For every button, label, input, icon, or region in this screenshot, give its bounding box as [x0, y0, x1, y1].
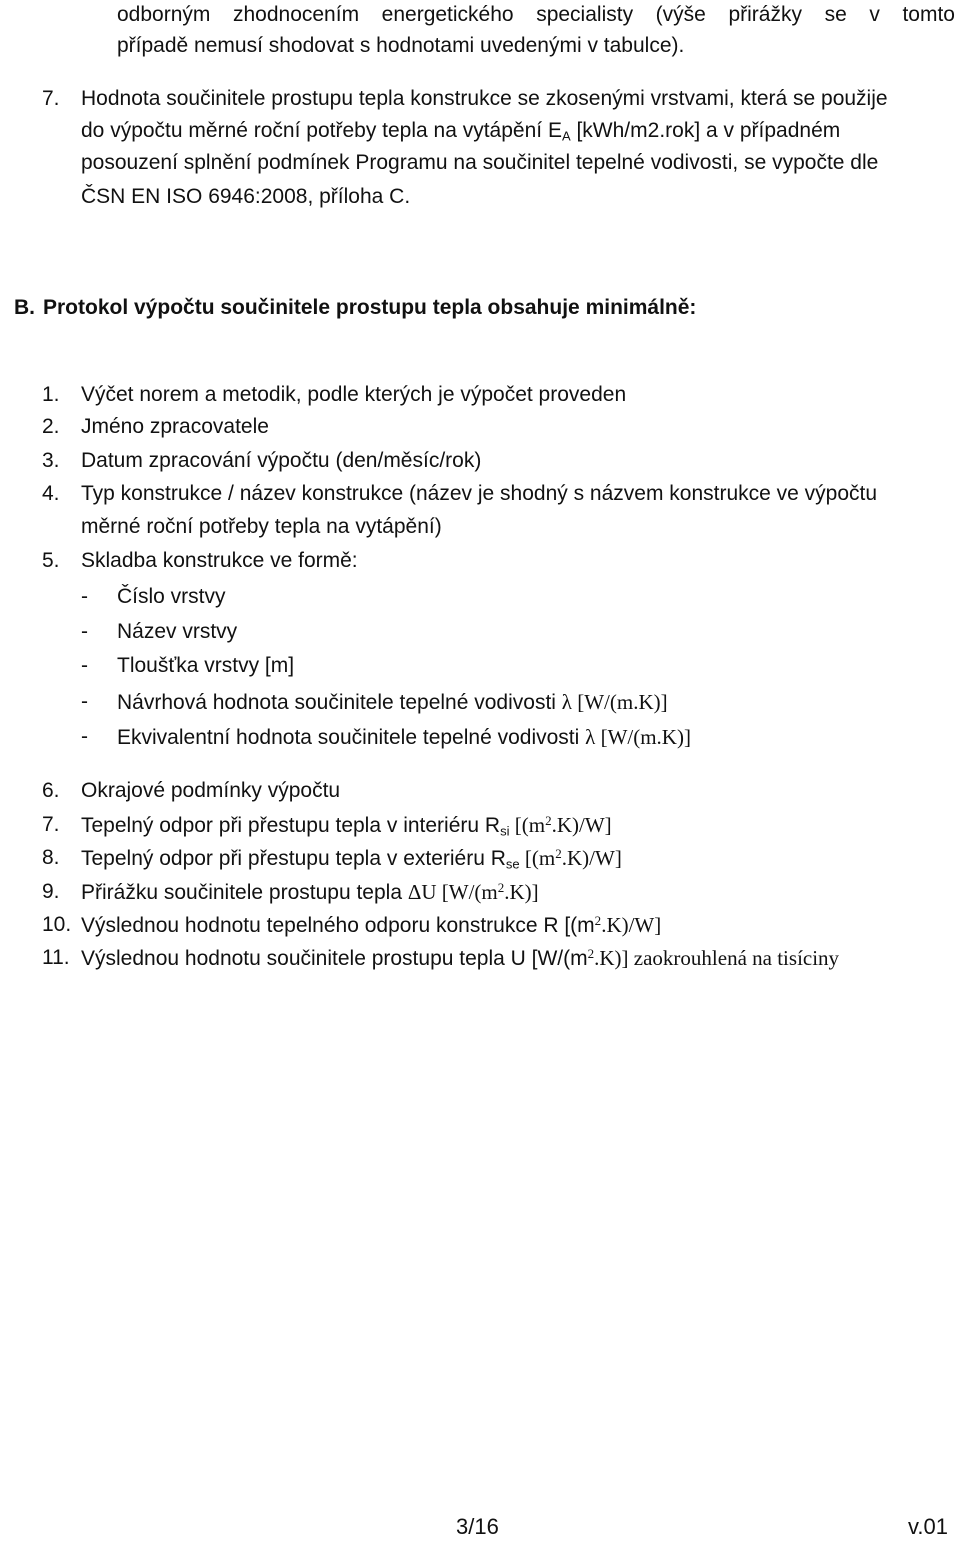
sublist-item-4: Návrhová hodnota součinitele tepelné vodivosti λ [W/(m.K)]	[117, 690, 668, 714]
dash-bullet: -	[81, 725, 88, 748]
list-item-8-number: 8.	[42, 846, 60, 869]
intro-word: se	[824, 3, 847, 26]
page-number: 3/16	[456, 1514, 499, 1539]
list-item-10: Výslednou hodnotu tepelného odporu konstrukce R $[(m^2.K)/W]$	[81, 912, 662, 937]
item-7-number: 7.	[42, 87, 60, 110]
intro-line-2	[117, 31, 684, 61]
intro-line-1	[117, 0, 955, 30]
intro-word: zhodnocením	[232, 3, 360, 26]
section-b-label: B.	[14, 296, 35, 319]
list-item-9-number: 9.	[42, 880, 60, 903]
item-7-line-4: ČSN EN ISO 6946:2008, příloha C.	[81, 185, 411, 208]
list-item-2: Jméno zpracovatele	[81, 415, 269, 438]
document-version: v.01	[908, 1514, 948, 1539]
list-item-11: Výslednou hodnotu součinitele prostupu tepla U $[W/(m^2.K)]$ zaokrouhlená na tisíciny	[81, 945, 840, 970]
lambda-unit: λ [W/(m.K)]	[561, 690, 668, 714]
list-item-6: Okrajové podmínky výpočtu	[81, 779, 341, 802]
list-item-2-number: 2.	[42, 415, 60, 438]
list-item-3-number: 3.	[42, 449, 60, 472]
subscript-a: A	[561, 128, 571, 144]
item-7-line-2: do výpočtu měrné roční potřeby tepla na vytápění $E_A$ [kWh/m2.rok] a v případném	[81, 119, 841, 144]
list-item-9: Přirážku součinitele prostupu tepla ΔU $[W/(m^2.K)]$	[81, 879, 539, 904]
intro-word: (výše	[655, 3, 706, 26]
sublist-item-2: Název vrstvy	[117, 620, 238, 643]
sublist-item-3: Tloušťka vrstvy [m]	[117, 654, 295, 677]
item-7-line-1: Hodnota součinitele prostupu tepla konstrukce se zkosenými vrstvami, která se použije	[81, 87, 888, 110]
list-item-1-number: 1.	[42, 383, 60, 406]
list-item-7-number: 7.	[42, 813, 60, 836]
dash-bullet: -	[81, 620, 88, 643]
intro-word: specialisty	[536, 3, 634, 26]
list-item-4-line-1: Typ konstrukce / název konstrukce (název je shodný s názvem konstrukce ve výpočtu	[81, 482, 878, 505]
list-item-5-number: 5.	[42, 549, 60, 572]
sublist-item-5: Ekvivalentní hodnota součinitele tepelné vodivosti λ [W/(m.K)]	[117, 725, 691, 749]
list-item-1: Výčet norem a metodik, podle kterých je výpočet proveden	[81, 383, 627, 406]
intro-word: energetického	[381, 3, 514, 26]
list-item-3: Datum zpracování výpočtu (den/měsíc/rok)	[81, 449, 482, 472]
sublist-item-1: Číslo vrstvy	[117, 585, 226, 608]
list-item-10-number: 10.	[42, 913, 72, 936]
lambda-unit: λ [W/(m.K)]	[585, 725, 691, 749]
list-item-4-number: 4.	[42, 482, 60, 505]
list-item-7: Tepelný odpor při přestupu tepla v interiéru $R_{si}$ $[(m^2.K)/W]$	[81, 812, 612, 839]
dash-bullet: -	[81, 690, 88, 713]
list-item-5: Skladba konstrukce ve formě:	[81, 549, 358, 572]
list-item-8: Tepelný odpor při přestupu tepla v exteriéru $R_{se}$ $[(m^2.K)/W]$	[81, 845, 622, 872]
list-item-6-number: 6.	[42, 779, 60, 802]
section-b-title: Protokol výpočtu součinitele prostupu tepla obsahuje minimálně:	[43, 296, 697, 319]
intro-word: odborným	[117, 3, 211, 26]
list-item-4-line-2: měrné roční potřeby tepla na vytápění)	[81, 515, 442, 538]
intro-word: tomto	[902, 3, 955, 26]
item-7-line-3: posouzení splnění podmínek Programu na součinitel tepelné vodivosti, se vypočte dle	[81, 151, 879, 174]
intro-word: v	[869, 3, 880, 26]
dash-bullet: -	[81, 585, 88, 608]
intro-word: přirážky	[728, 3, 802, 26]
dash-bullet: -	[81, 654, 88, 677]
list-item-11-number: 11.	[42, 946, 70, 969]
intro-text-2: případě nemusí shodovat s hodnotami uvedenými v tabulce).	[117, 34, 685, 57]
